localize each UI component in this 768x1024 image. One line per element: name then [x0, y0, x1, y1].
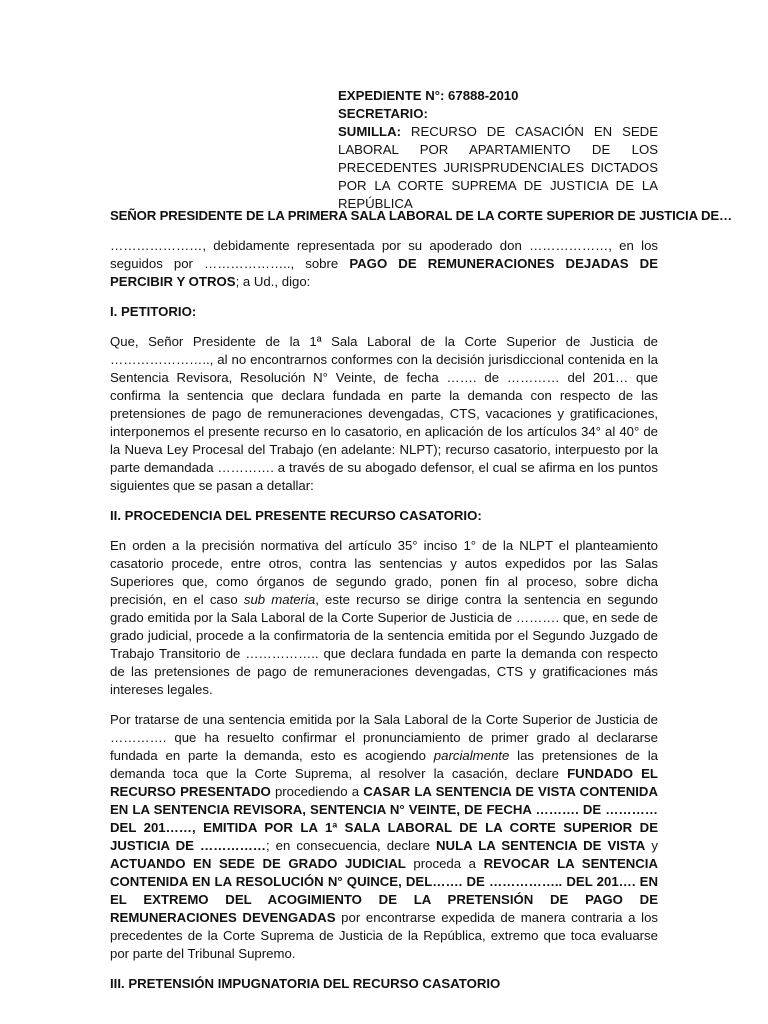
section-heading-procedencia: II. PROCEDENCIA DEL PRESENTE RECURSO CASATORIO: [110, 508, 482, 523]
intro-text-2: ; a Ud., digo: [235, 274, 311, 289]
sala-bold-1: FUNDADO EL RECURSO PRESENTADO [110, 766, 658, 799]
sala-text-1: Por tratarse de una sentencia emitida por la Sala Laboral de la Corte Superior de Justicia de …………. que ha resuelto confirmar el pronunciamiento de primer grado al declararse fundada en parte la demanda, esto es acogiendo [110, 712, 658, 763]
procedencia-text-1: En orden a la precisión normativa del artículo 35° inciso 1° de la NLPT el planteamiento casatorio procede, entre otros, contra las sentencias y autos expedidos por las Salas Superiores que, como órganos de segundo grado, ponen fin al proceso, sobre dicha precisión, en el caso [110, 538, 658, 607]
sala-bold-3: NULA LA SENTENCIA DE VISTA [436, 838, 646, 853]
sala-bold-4: ACTUANDO EN SEDE DE GRADO JUDICIAL [110, 856, 406, 871]
intro-paragraph [110, 237, 658, 291]
sala-text-7: por encontrarse expedida de manera contraria a los precedentes de la Corte Suprema de Justicia de la República, extremo que toca evaluarse por parte del Tribunal Supremo. [110, 910, 658, 961]
addressee: SEÑOR PRESIDENTE DE LA PRIMERA SALA LABORAL DE LA CORTE SUPERIOR DE JUSTICIA DE… [110, 208, 733, 223]
sala-text-5: y [645, 838, 658, 853]
sala-bold-2: CASAR LA SENTENCIA DE VISTA CONTENIDA EN LA SENTENCIA REVISORA, SENTENCIA N° VEINTE, DE FECHA ………. DE ………… DEL 201……, EMITIDA POR LA 1ª SALA LABORAL DE LA CORTE SUPERIOR DE JUSTICIA DE …………… [110, 784, 658, 853]
sala-paragraph [110, 711, 658, 963]
petitorio-paragraph: Que, Señor Presidente de la 1ª Sala Laboral de la Corte Superior de Justicia de ………………….., al no encontrarnos conformes con la decisión jurisdiccional contenida en la Sentencia Revisora, Resolución N° Veinte, de fecha ……. de ………… del 201… que confirma la sentencia que declara fundada en parte la demanda con respecto de las pretensiones de pago de remuneraciones devengadas, CTS, vacaciones y gratificaciones, interponemos el presente recurso en lo casatorio, en aplicación de los artículos 34° al 40° de la Nueva Ley Procesal del Trabajo (en adelante: NLPT); recurso casatorio, interpuesto por la parte demandada …………. a través de su abogado defensor, el cual se afirma en los puntos siguientes que se pasan a detallar: [110, 334, 658, 493]
intro-text-1: …………………, debidamente representada por su apoderado don ………………, en los seguidos por ……………….., sobre [110, 238, 658, 271]
expediente-number: EXPEDIENTE N°: 67888-2010 [338, 88, 519, 103]
intro-subject: PAGO DE REMUNERACIONES DEJADAS DE PERCIBIR Y OTROS [110, 256, 658, 289]
secretario-label: SECRETARIO: [338, 106, 428, 121]
sala-bold-5: REVOCAR LA SENTENCIA CONTENIDA EN LA RESOLUCIÓN N° QUINCE, DEL……. DE …………….. DEL 201…. EN EL EXTREMO DEL ACOGIMIENTO DE LA PRETENSIÓN DE PAGO DE REMUNERACIONES DEVENGADAS [110, 856, 658, 925]
sala-text-2: las pretensiones de la demanda toca que la Corte Suprema, al resolver la casación, declare [110, 748, 658, 781]
sumilla-text: RECURSO DE CASACIÓN EN SEDE LABORAL POR APARTAMIENTO DE LOS PRECEDENTES JURISPRUDENCIALES DICTADOS POR LA CORTE SUPREMA DE JUSTICIA DE LA REPÚBLICA [338, 124, 658, 211]
sala-text-6: proceda a [405, 856, 484, 871]
procedencia-italic: sub materia [243, 592, 316, 607]
sala-italic: parcialmente [433, 748, 510, 763]
sala-text-3: procediendo a [270, 784, 364, 799]
sumilla [338, 123, 658, 213]
sumilla-label: SUMILLA: [338, 124, 401, 139]
section-heading-pretension: III. PRETENSIÓN IMPUGNATORIA DEL RECURSO CASATORIO [110, 976, 501, 991]
section-heading-petitorio: I. PETITORIO: [110, 304, 197, 319]
procedencia-paragraph [110, 537, 658, 699]
sala-text-4: ; en consecuencia, declare [265, 838, 437, 853]
procedencia-text-2: , este recurso se dirige contra la sentencia en segundo grado emitida por la Sala Laboral de la Corte Superior de Justicia de ………. que, en sede de grado judicial, procede a la confirmatoria de la sentencia emitida por el Segundo Juzgado de Trabajo Transitorio de …………….. que declara fundada en parte la demanda con respecto de las pretensiones de pago de remuneraciones devengadas, CTS y gratificaciones más intereses legales. [110, 592, 658, 697]
case-header [338, 87, 658, 213]
document-body [110, 207, 733, 1005]
